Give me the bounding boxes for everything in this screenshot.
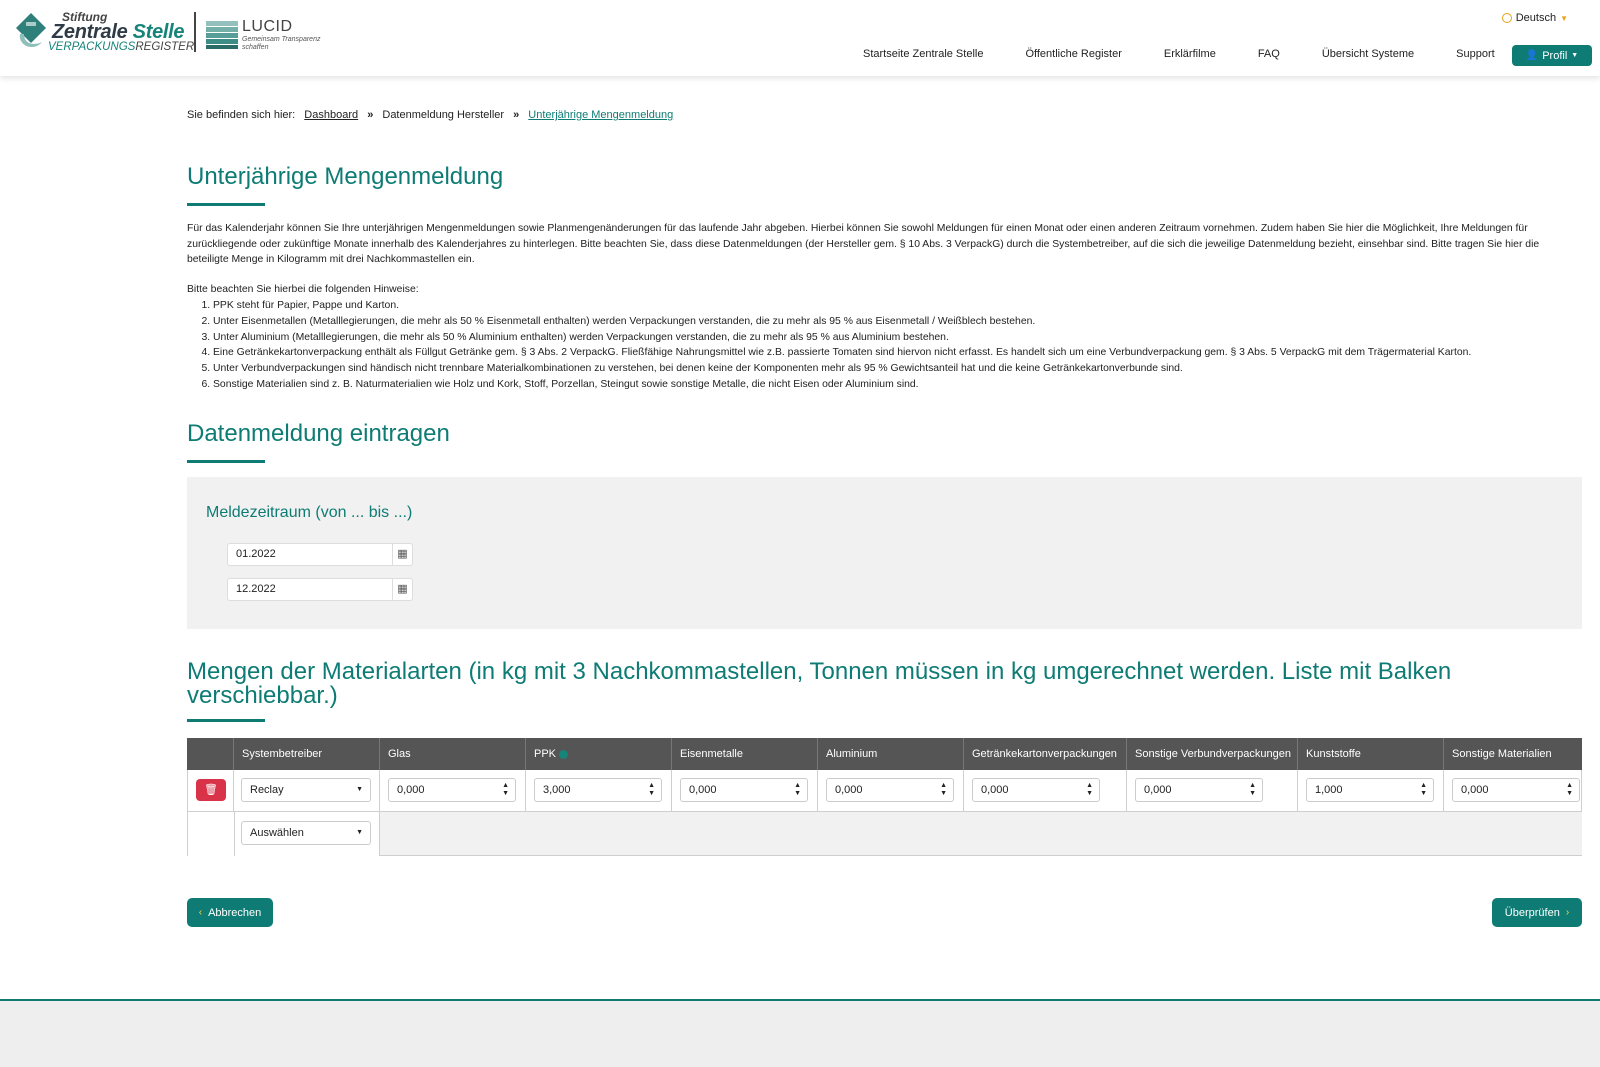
caret-down-icon: ▼ [356, 829, 363, 836]
lucid-stack-icon [206, 21, 238, 49]
breadcrumb-dashboard[interactable]: Dashboard [304, 109, 359, 121]
table-header [187, 738, 1582, 770]
table-row [187, 770, 1582, 812]
col-eisenmetalle: Eisenmetalle [671, 738, 817, 770]
globe-icon [1502, 13, 1512, 23]
glas-input[interactable] [388, 778, 516, 802]
chevron-left-icon: ‹ [198, 907, 203, 918]
calendar-icon[interactable]: ▦ [392, 544, 412, 565]
glas-cell [379, 770, 525, 812]
col-sonstige-verbund: Sonstige Verbundverpackungen [1126, 738, 1297, 770]
aluminium-input[interactable] [826, 778, 954, 802]
eisenmetalle-value: 0,000 [689, 784, 717, 796]
period-from-value: 01.2022 [236, 548, 276, 560]
col-getraenkekarton: Getränkekartonverpackungen [963, 738, 1126, 770]
hint-item: 6. Sonstige Materialien sind z. B. Naturmaterialien wie Holz und Kork, Stoff, Porzellan, Steingut sowie sonstige Metalle, die nicht Eisen oder Aluminium sind. [213, 377, 1587, 393]
cancel-label: Abbrechen [208, 906, 262, 919]
kunststoffe-cell [1297, 770, 1443, 812]
eisenmetalle-cell [671, 770, 817, 812]
col-systembetreiber: Systembetreiber [233, 738, 379, 770]
getraenkekarton-value: 0,000 [981, 784, 1009, 796]
nav-uebersicht-systeme[interactable]: Übersicht Systeme [1321, 48, 1415, 60]
intro-paragraph: Für das Kalenderjahr können Sie Ihre unterjährigen Mengenmeldungen sowie Planmengenänderungen für das laufende Jahr abgeben. Hierbei können Sie sowohl Meldungen für einen Monat oder einen anderen Zeitraum vornehmen. Zudem haben Sie hier die Möglichkeit, Ihre Meldungen für zurückliegende oder zukünftige Monate innerhalb des Kalenderjahres zu hinterlegen. Bitte beachten Sie, dass diese Datenmeldungen (der Hersteller gem. § 10 Abs. 3 VerpackG) durch die Systembetreiber, auf die sich die jeweilige Datenmeldung bezieht, einsehbar sind. Bitte tragen Sie hier die beteiligte Menge in Kilogramm mit drei Nachkommastellen ein. [187, 223, 1540, 266]
logo-verpackungs-word: VERPACKUNGS [48, 41, 136, 53]
operator-cell [233, 770, 379, 812]
hints-list [187, 298, 1587, 393]
operator-select[interactable] [241, 778, 371, 802]
period-from-input[interactable] [227, 543, 413, 566]
info-icon[interactable] [559, 750, 568, 759]
logo-zentrale-word: Zentrale [52, 21, 128, 43]
period-panel [187, 477, 1582, 629]
logo-divider [194, 12, 196, 52]
aluminium-cell [817, 770, 963, 812]
delete-cell [187, 770, 233, 812]
eisenmetalle-input[interactable] [680, 778, 808, 802]
zsvr-logo[interactable] [14, 10, 195, 56]
breadcrumb-separator: » [513, 109, 520, 121]
getraenkekarton-cell [963, 770, 1126, 812]
nav-erklaerfilme[interactable]: Erklärfilme [1163, 48, 1216, 60]
nav-support[interactable]: Support [1456, 48, 1495, 60]
col-sonstige-materialien: Sonstige Materialien [1443, 738, 1582, 770]
main-nav [863, 48, 1537, 60]
caret-down-icon: ▼ [356, 786, 363, 793]
cell-divider [234, 812, 235, 856]
hint-item: 3. Unter Aluminium (Metalllegierungen, die mehr als 50 % Aluminium enthalten) werden Verpackungen verstanden, die zu mehr als 95 % aus Aluminium bestehen. [213, 330, 1587, 346]
spinner-icon[interactable]: ▲ ▼ [648, 782, 655, 797]
new-operator-select[interactable] [241, 821, 371, 845]
logo-register-word: REGISTER [135, 41, 195, 53]
sonstige-verbund-cell [1126, 770, 1297, 812]
spinner-icon[interactable]: ▲ ▼ [940, 782, 947, 797]
logo-verpackungsregister [48, 41, 194, 53]
header-action-col [187, 738, 233, 770]
title-underline [187, 460, 265, 463]
kunststoffe-value: 1,000 [1315, 784, 1343, 796]
spinner-icon[interactable]: ▲ ▼ [502, 782, 509, 797]
new-row [187, 812, 1582, 856]
ppk-value: 3,000 [543, 784, 571, 796]
breadcrumb [187, 109, 673, 121]
chevron-right-icon: › [1565, 907, 1570, 918]
col-kunststoffe: Kunststoffe [1297, 738, 1443, 770]
profile-label: Profil [1542, 49, 1568, 62]
breadcrumb-prefix: Sie befinden sich hier: [187, 109, 296, 121]
col-glas: Glas [379, 738, 525, 770]
title-underline [187, 719, 265, 722]
nav-startseite[interactable]: Startseite Zentrale Stelle [863, 48, 984, 60]
col-ppk [525, 738, 671, 770]
ppk-cell [525, 770, 671, 812]
spinner-icon[interactable]: ▲ ▼ [794, 782, 801, 797]
new-row-cells [187, 812, 380, 856]
caret-down-icon: ▼ [1571, 52, 1579, 59]
hint-item: 1. PPK steht für Papier, Pappe und Karton. [213, 298, 1587, 314]
hint-item: 2. Unter Eisenmetallen (Metalllegierungen, die mehr als 50 % Eisenmetall enthalten) werden Verpackungen verstanden, die zu mehr als 95 % aus Eisenmetall / Weißblech bestehen. [213, 314, 1587, 330]
getraenkekarton-input[interactable] [972, 778, 1100, 802]
trash-icon: 🗑 [204, 784, 218, 796]
language-switcher[interactable] [1502, 12, 1568, 24]
sonstige-verbund-input[interactable] [1135, 778, 1263, 802]
breadcrumb-separator: » [367, 109, 374, 121]
title-underline [187, 203, 265, 206]
sonstige-materialien-cell [1443, 770, 1582, 812]
review-label: Überprüfen [1504, 906, 1560, 919]
period-to-input[interactable] [227, 578, 413, 601]
period-to-value: 12.2022 [236, 583, 276, 595]
hints-lead: Bitte beachten Sie hierbei die folgenden Hinweise: [187, 284, 419, 295]
aluminium-value: 0,000 [835, 784, 863, 796]
kunststoffe-input[interactable] [1306, 778, 1434, 802]
new-operator-value: Auswählen [250, 827, 304, 839]
site-header [0, 0, 1600, 76]
sonstige-verbund-value: 0,000 [1144, 784, 1172, 796]
sonstige-materialien-input[interactable] [1452, 778, 1580, 802]
nav-faq[interactable]: FAQ [1257, 48, 1280, 60]
hint-item: 5. Unter Verbundverpackungen sind händisch nicht trennbare Materialkombinationen zu verstehen, bei denen keine der Komponenten mehr als 95 % Gewichtsanteil hat und die keine Getränkekartonverbunde sind. [213, 361, 1587, 377]
page-title: Unterjährige Mengenmeldung [187, 163, 504, 190]
sonstige-materialien-value: 0,000 [1461, 784, 1489, 796]
datenmeldung-title: Datenmeldung eintragen [187, 420, 450, 447]
col-ppk-label: PPK [534, 748, 557, 760]
language-label: Deutsch [1515, 12, 1557, 24]
calendar-icon[interactable]: ▦ [392, 579, 412, 600]
cancel-button[interactable] [187, 898, 273, 927]
user-icon: 👤 [1525, 50, 1539, 61]
spinner-icon[interactable]: ▲ ▼ [1249, 782, 1256, 797]
spinner-icon[interactable]: ▲ ▼ [1420, 782, 1427, 797]
breadcrumb-datenmeldung: Datenmeldung Hersteller [382, 109, 505, 121]
logo-stiftung: Stiftung [62, 10, 108, 24]
operator-value: Reclay [250, 784, 284, 796]
spinner-icon[interactable]: ▲ ▼ [1086, 782, 1093, 797]
lucid-title: LUCID [242, 18, 293, 35]
caret-down-icon: ▼ [1560, 13, 1568, 23]
materials-title: Mengen der Materialarten (in kg mit 3 Nachkommastellen, Tonnen müssen in kg umgerechnet werden. Liste mit Balken verschiebbar.) [187, 658, 1452, 709]
footer [0, 999, 1600, 1067]
breadcrumb-current[interactable]: Unterjährige Mengenmeldung [528, 109, 674, 121]
col-aluminium: Aluminium [817, 738, 963, 770]
profile-button[interactable] [1512, 45, 1592, 66]
lucid-subtitle: Gemeinsam Transparenz schaffen [242, 36, 321, 51]
intro-text [187, 221, 1575, 268]
period-title: Meldezeitraum (von ... bis ...) [206, 504, 413, 521]
logo-stelle-word: Stelle [132, 21, 185, 43]
lucid-logo[interactable] [206, 18, 321, 54]
delete-row-button[interactable] [196, 779, 226, 801]
ppk-input[interactable] [534, 778, 662, 802]
glas-value: 0,000 [397, 784, 425, 796]
nav-oeffentliche-register[interactable]: Öffentliche Register [1025, 48, 1122, 60]
hint-item: 4. Eine Getränkekartonverpackung enthält als Füllgut Getränke gem. § 3 Abs. 2 VerpackG. Fließfähige Nahrungsmittel wie z.B. passierte Tomaten sind hiervon nicht erfasst. Es handelt sich um eine Verbundverpackung gem. § 3 Abs. 5 VerpackG mit dem Trägermaterial Karton. [213, 345, 1587, 361]
review-button[interactable] [1492, 898, 1582, 927]
spinner-icon[interactable]: ▲ ▼ [1566, 782, 1573, 797]
zsvr-emblem-icon [14, 12, 48, 52]
